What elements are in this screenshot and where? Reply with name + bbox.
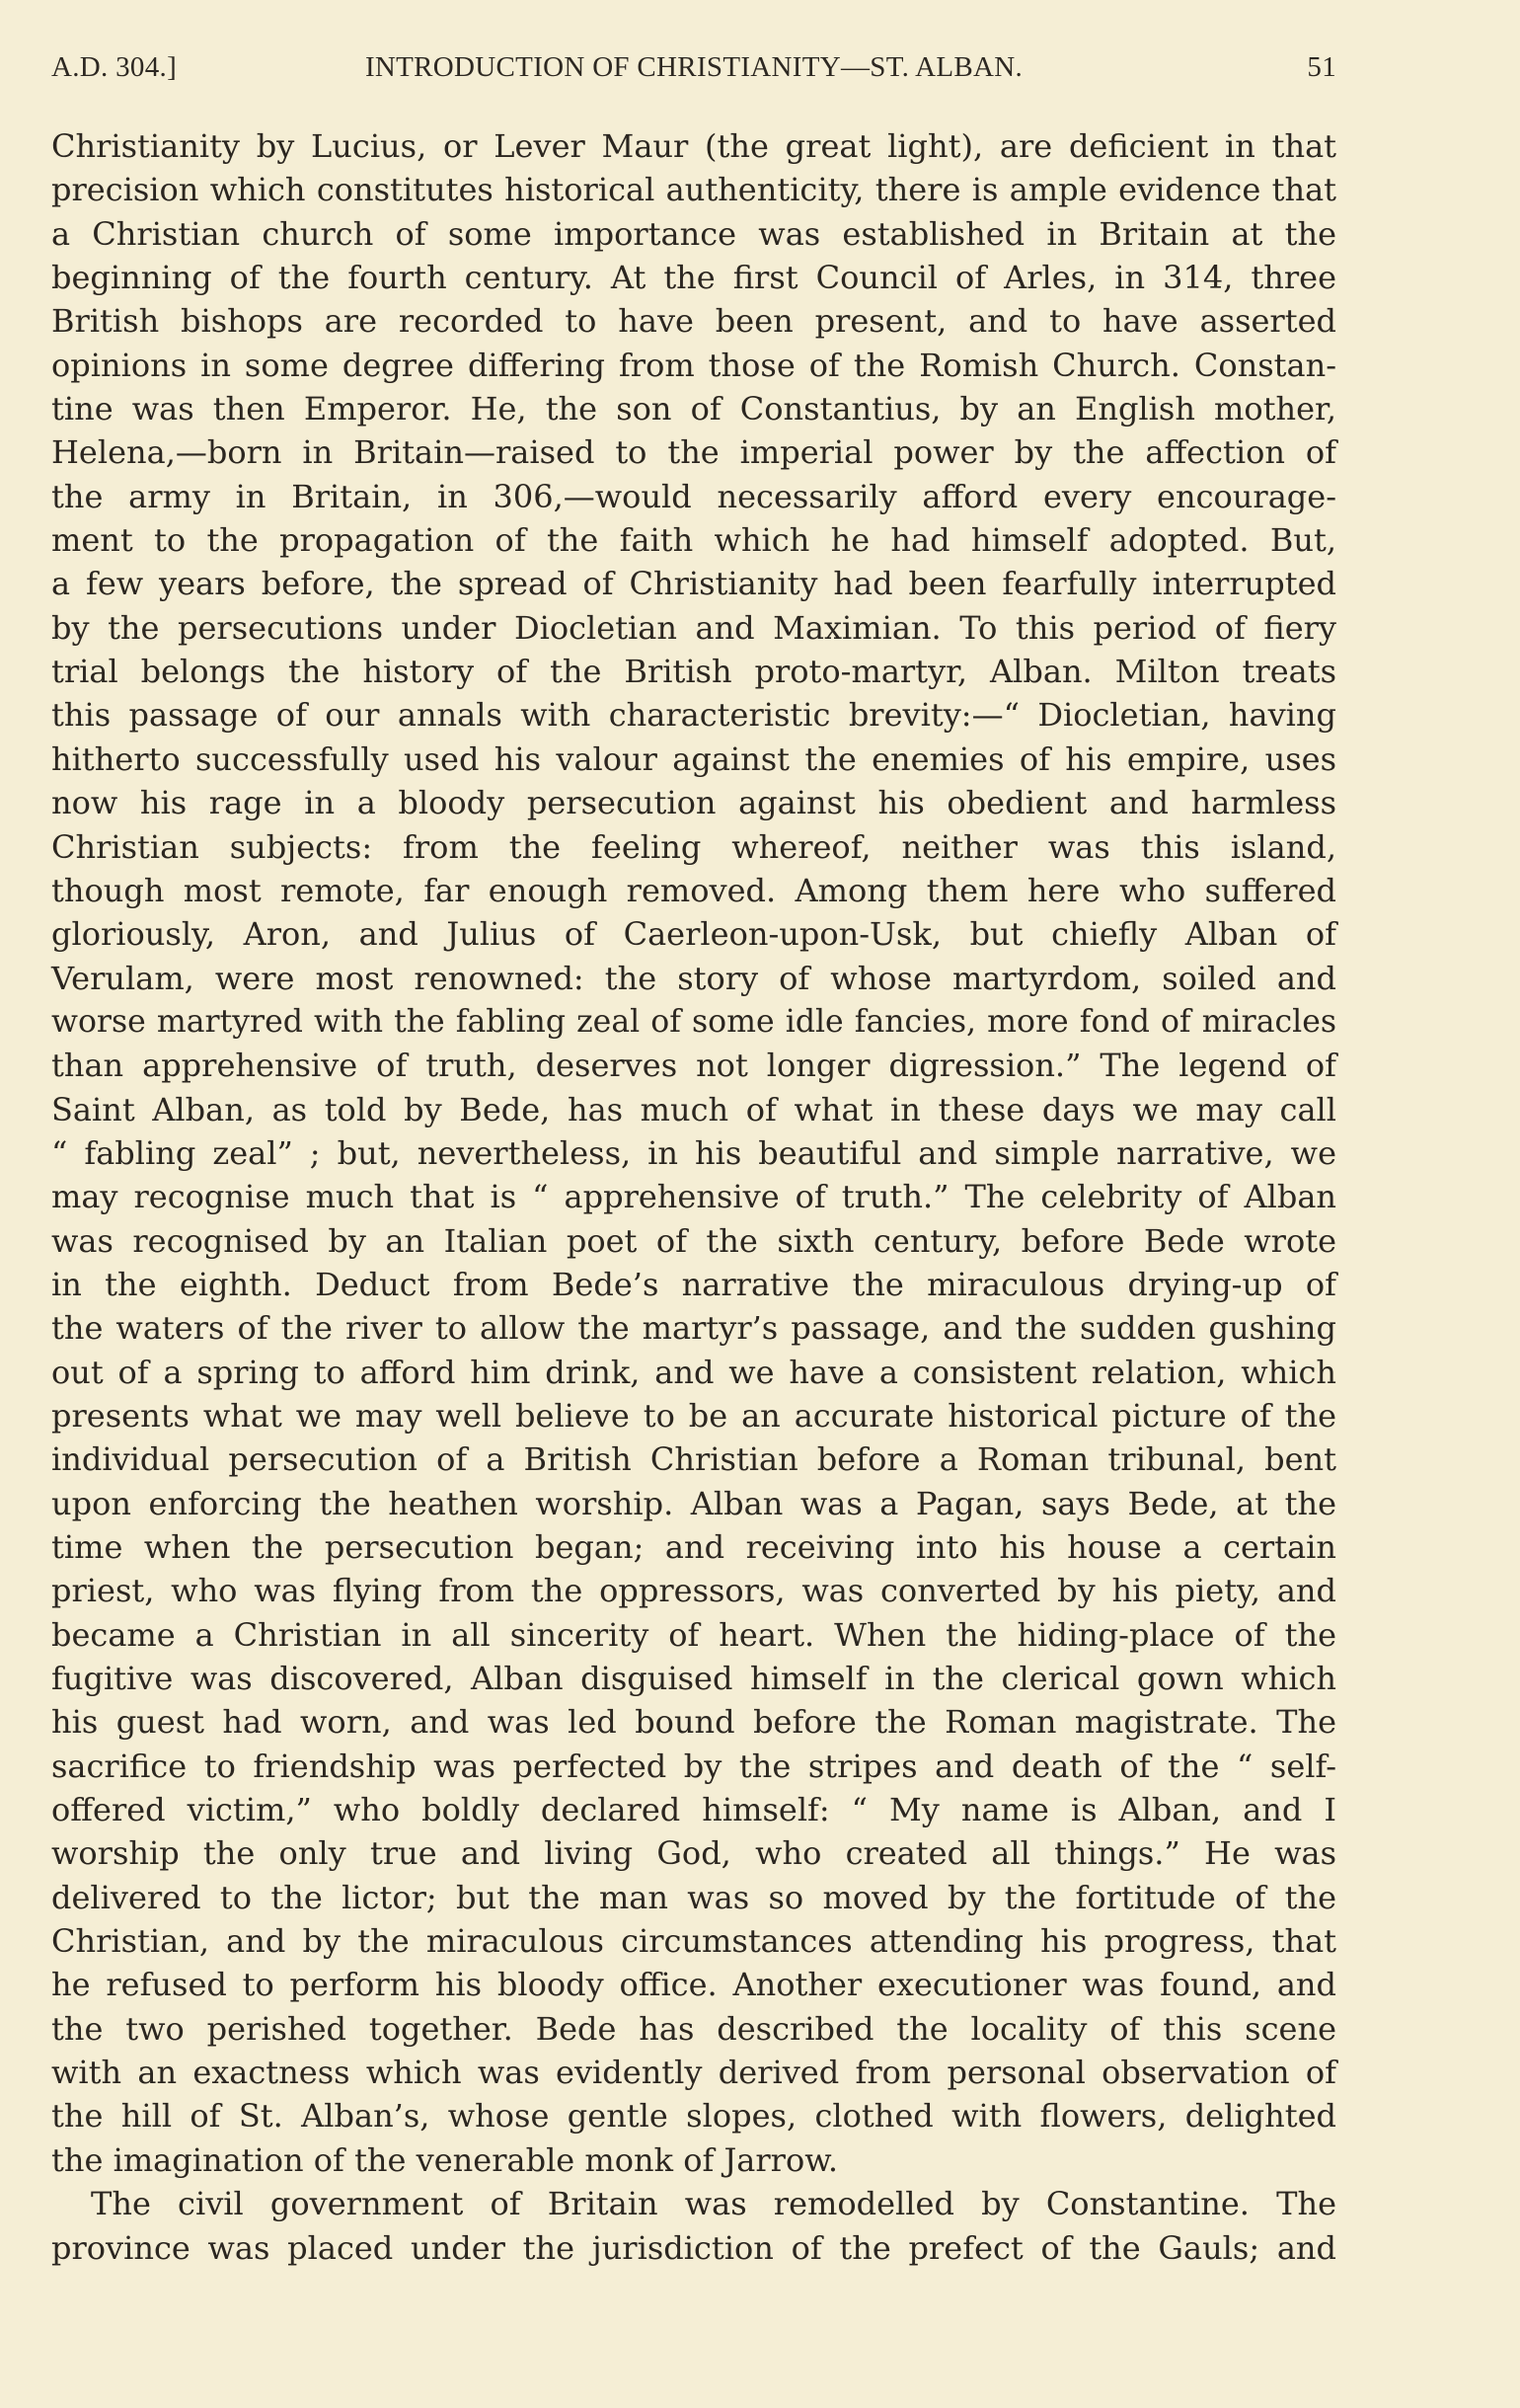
text-line: ment to the propagation of the faith which he had himself adopted. But,	[51, 521, 1336, 560]
text-line: fugitive was discovered, Alban disguised himself in the clerical gown which	[51, 1660, 1336, 1698]
text-line: Christian, and by the miraculous circumstances attending his progress, that	[51, 1922, 1336, 1961]
text-line: may recognise much that is “ apprehensive of truth.” The celebrity of Alban	[51, 1178, 1336, 1216]
text-line: Verulam, were most renowned: the story of whose martyrdom, soiled and	[51, 959, 1336, 997]
text-line: Christianity by Lucius, or Lever Maur (the great light), are deficient in that	[51, 127, 1336, 165]
text-line: Saint Alban, as told by Bede, has much of what in these days we may call	[51, 1090, 1336, 1128]
text-line: precision which constitutes historical authenticity, there is ample evidence that	[51, 171, 1336, 209]
text-line: “ fabling zeal” ; but, nevertheless, in his beautiful and simple narrative, we	[51, 1133, 1336, 1172]
text-line: now his rage in a bloody persecution against his obedient and harmless	[51, 784, 1336, 822]
text-line: was recognised by an Italian poet of the sixth century, before Bede wrote	[51, 1221, 1336, 1260]
text-line: he refused to perform his bloody office. Another executioner was found, and	[51, 1966, 1336, 2004]
text-line: though most remote, far enough removed. Among them here who suffered	[51, 871, 1336, 909]
text-line: than apprehensive of truth, deserves not longer digression.” The legend of	[51, 1047, 1336, 1085]
text-line: in the eighth. Deduct from Bede’s narrative the miraculous drying-up of	[51, 1265, 1336, 1303]
text-line: the hill of St. Alban’s, whose gentle slopes, clothed with flowers, delighted	[51, 2097, 1336, 2136]
text-line: the army in Britain, in 306,—would necessarily afford every encourage-	[51, 477, 1336, 515]
text-line: British bishops are recorded to have been present, and to have asserted	[51, 302, 1336, 341]
text-line: presents what we may well believe to be an accurate historical picture of the	[51, 1396, 1336, 1435]
text-line: offered victim,” who boldly declared himself: “ My name is Alban, and I	[51, 1791, 1336, 1829]
text-line: trial belongs the history of the British proto-martyr, Alban. Milton treats	[51, 653, 1336, 691]
text-line: worship the only true and living God, who created all things.” He was	[51, 1834, 1336, 1873]
text-line: individual persecution of a British Christian before a Roman tribunal, bent	[51, 1440, 1336, 1479]
header-title: INTRODUCTION OF CHRISTIANITY—ST. ALBAN.	[364, 51, 1024, 83]
text-line: Christian subjects: from the feeling whereof, neither was this island,	[51, 827, 1336, 866]
text-line: Helena,—born in Britain—raised to the imperial power by the affection of	[51, 433, 1336, 472]
running-head	[51, 51, 1336, 101]
text-line: opinions in some degree differing from those of the Romish Church. Constan-	[51, 346, 1336, 384]
text-line: hitherto successfully used his valour against the enemies of his empire, uses	[51, 739, 1336, 778]
text-line: a Christian church of some importance was established in Britain at the	[51, 214, 1336, 253]
text-line: priest, who was flying from the oppressors, was converted by his piety, and	[51, 1572, 1336, 1610]
text-line: with an exactness which was evidently derived from personal observation of	[51, 2054, 1336, 2092]
text-line: tine was then Emperor. He, the son of Constantius, by an English mother,	[51, 390, 1336, 428]
text-line: sacrifice to friendship was perfected by the stripes and death of the “ self-	[51, 1747, 1336, 1785]
page-number: 51	[1307, 51, 1336, 83]
text-line: gloriously, Aron, and Julius of Caerleon-upon-Usk, but chiefly Alban of	[51, 915, 1336, 954]
text-line: time when the persecution began; and receiving into his house a certain	[51, 1528, 1336, 1566]
header-date: A.D. 304.]	[51, 51, 178, 83]
text-line: out of a spring to afford him drink, and we have a consistent relation, which	[51, 1353, 1336, 1391]
text-line: delivered to the lictor; but the man was so moved by the fortitude of the	[51, 1878, 1336, 1916]
text-line: province was placed under the jurisdiction of the prefect of the Gauls; and	[51, 2228, 1336, 2267]
body-text	[51, 124, 1336, 2270]
text-line: a few years before, the spread of Christianity had been fearfully interrupted	[51, 565, 1336, 603]
text-line: worse martyred with the fabling zeal of some idle fancies, more fond of miracles	[51, 1003, 1336, 1040]
text-line: this passage of our annals with characteristic brevity:—“ Diocletian, having	[51, 696, 1336, 735]
paragraph-start-line: The civil government of Britain was remodelled by Constantine. The	[91, 2185, 1336, 2223]
text-line: his guest had worn, and was led bound before the Roman magistrate. The	[51, 1703, 1336, 1742]
text-line: upon enforcing the heathen worship. Alban was a Pagan, says Bede, at the	[51, 1484, 1336, 1522]
text-line: beginning of the fourth century. At the first Council of Arles, in 314, three	[51, 259, 1336, 297]
paragraph-end-line: the imagination of the venerable monk of Jarrow.	[51, 2140, 838, 2179]
text-line: the two perished together. Bede has described the locality of this scene	[51, 2009, 1336, 2048]
text-line: the waters of the river to allow the martyr’s passage, and the sudden gushing	[51, 1309, 1336, 1348]
text-line: became a Christian in all sincerity of heart. When the hiding-place of the	[51, 1615, 1336, 1654]
text-line: by the persecutions under Diocletian and Maximian. To this period of fiery	[51, 608, 1336, 647]
